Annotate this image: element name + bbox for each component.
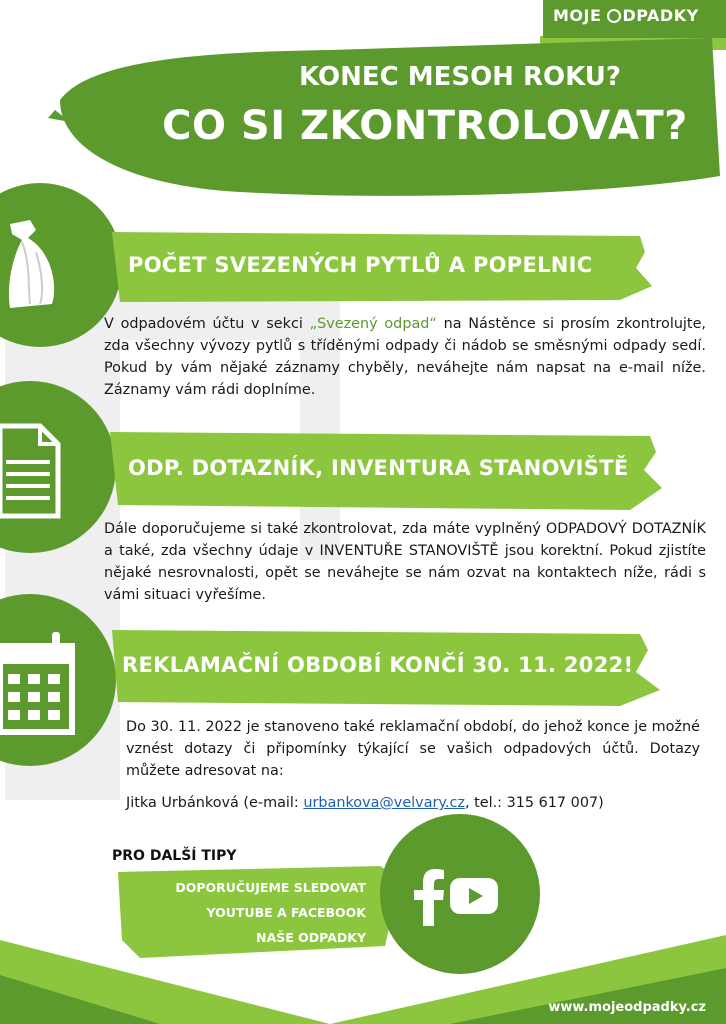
document-icon — [0, 420, 70, 520]
section-text-1-b: na Nástěnce si prosím zkontrolujte, zda všechny vývozy pytlů s tříděnými odpady či nádob se směsnými odpady sedí. Pokud by vám nějaké záznamy chyběly, neváhejte nám napsat na e-mail níže. Záznamy vám rádi doplníme. — [104, 316, 707, 398]
youtube-icon[interactable] — [450, 878, 498, 914]
logo-suffix: DPADKY — [622, 6, 699, 25]
page-title: CO SI ZKONTROLOVAT? — [162, 103, 688, 149]
logo — [553, 6, 699, 25]
logo-o-icon — [607, 9, 621, 23]
tips-line-3: NAŠE ODPADKY — [256, 930, 366, 945]
footer-url[interactable]: www.mojeodpadky.cz — [548, 1000, 706, 1015]
section-title-2: ODP. DOTAZNÍK, INVENTURA STANOVIŠTĚ — [128, 456, 629, 480]
section-text-3: Do 30. 11. 2022 je stanoveno také reklamační období, do jehož konce je možné vznést dotazy či připomínky týkající se vašich odpadových účtů. Dotazy můžete adresovat na: — [126, 719, 700, 779]
facebook-icon[interactable] — [410, 868, 450, 926]
section-title-1: POČET SVEZENÝCH PYTLŮ A POPELNIC — [128, 253, 593, 277]
section-text-1-a: V odpadovém účtu v sekci — [104, 316, 310, 332]
calendar-icon — [0, 628, 80, 738]
contact-tel: , tel.: 315 617 007) — [464, 795, 604, 811]
tips-line-1: DOPORUČUJEME SLEDOVAT — [175, 880, 366, 895]
header-subtitle: KONEC MESOH ROKU? — [298, 62, 622, 92]
contact-name: Jitka Urbánková (e-mail: — [126, 795, 304, 811]
tips-heading: PRO DALŠÍ TIPY — [112, 848, 237, 864]
section-text-2: Dále doporučujeme si také zkontrolovat, zda máte vyplněný ODPADOVÝ DOTAZNÍK a také, zda všechny údaje v INVENTUŘE STANOVIŠTĚ jsou korektní. Pokud zjistíte nějaké nesrovnalosti, opět se neváhejte se nám ozvat na kontaktech níže, rádi s vámi situaci vyřešíme. — [104, 521, 706, 603]
contact-email-link[interactable]: urbankova@velvary.cz — [303, 795, 465, 811]
logo-prefix: MOJE — [553, 6, 608, 25]
section-link-svezeny: „Svezený odpad“ — [309, 316, 437, 332]
section-title-3: REKLAMAČNÍ OBDOBÍ KONČÍ 30. 11. 2022! — [122, 653, 634, 677]
sack-icon — [0, 212, 80, 312]
tips-line-2: YOUTUBE A FACEBOOK — [206, 905, 366, 920]
contact-line — [126, 792, 706, 814]
section-text-1 — [104, 313, 706, 401]
